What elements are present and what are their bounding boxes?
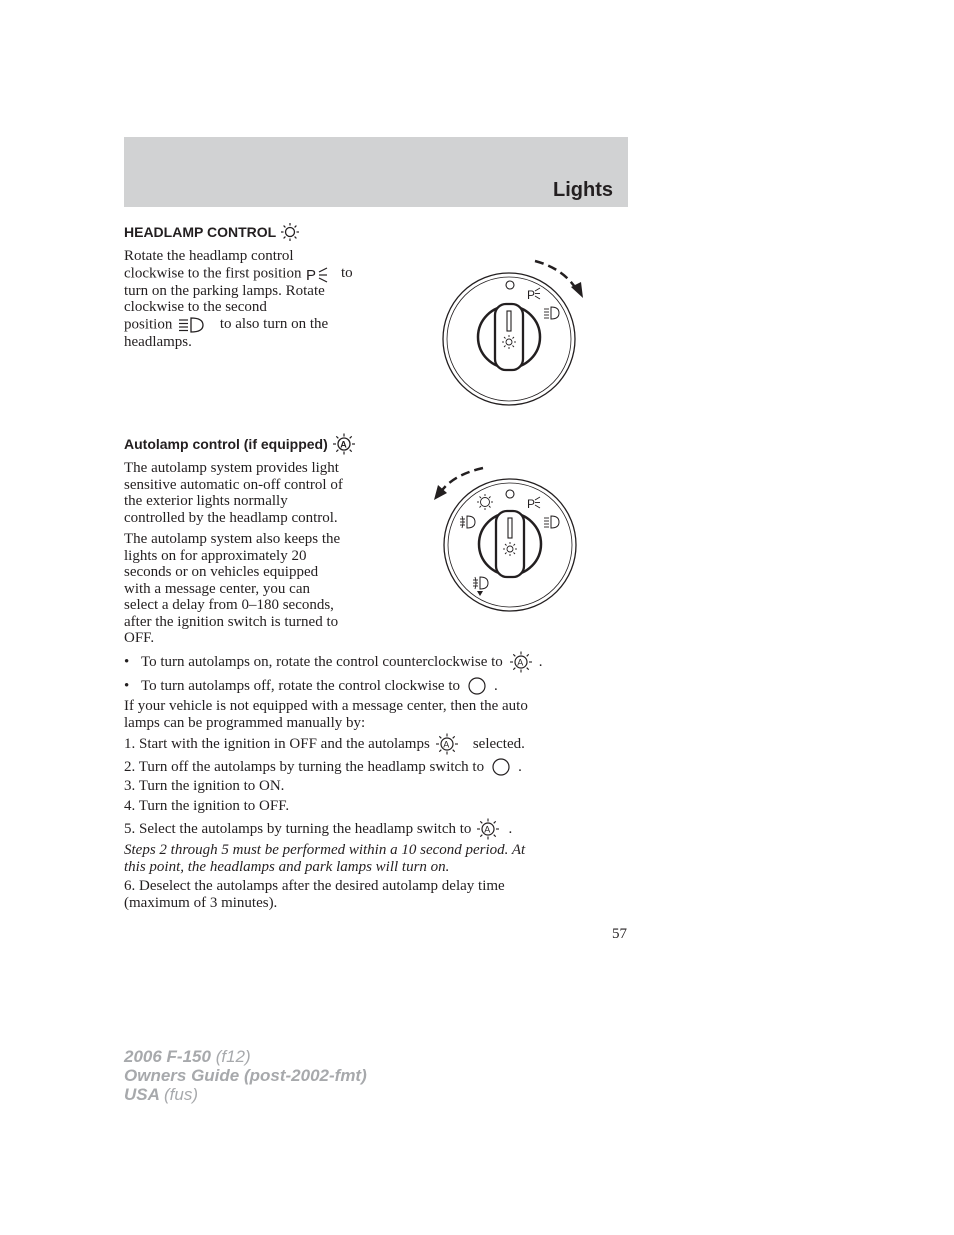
text-span: To turn autolamps on, rotate the control counterclockwise to [141, 653, 503, 670]
step-5 [124, 818, 512, 840]
text-line: seconds or on vehicles equipped [124, 564, 319, 580]
text-line: select a delay from 0–180 seconds, [124, 597, 334, 613]
autolamp-letter: A [340, 439, 347, 450]
text-line: with a message center, you can [124, 580, 310, 597]
footer-line [124, 1085, 367, 1104]
text-line: clockwise to the second [124, 299, 267, 315]
manual-intro-paragraph [124, 698, 628, 731]
text-line: (maximum of 3 minutes). [124, 894, 278, 911]
header-band [124, 137, 628, 207]
parking-position-letter: P [527, 497, 536, 511]
text-span: . [494, 677, 498, 694]
footer [124, 1047, 367, 1104]
headlamp-control-heading [124, 222, 300, 242]
off-position-icon [506, 281, 514, 289]
parking-lamp-letter: P [306, 266, 317, 283]
text-line: after the ignition switch is turned to [124, 613, 339, 630]
list-item [124, 676, 498, 696]
parking-position-icon [527, 288, 540, 302]
counterclockwise-arrow-icon [434, 468, 483, 500]
footer-code: (f12) [215, 1047, 251, 1066]
headlamp-position-icon [544, 307, 559, 319]
footer-line [124, 1047, 367, 1066]
text-span: 5. Select the autolamps by turning the headlamp switch to [124, 820, 472, 837]
text-span: . [508, 820, 513, 837]
page-number: 57 [612, 926, 627, 942]
autolamp-letter: A [517, 657, 524, 668]
text-line: controlled by the headlamp control. [124, 509, 338, 526]
step-4 [124, 798, 289, 815]
rear-fog-lamp-icon [473, 577, 488, 596]
autolamp-letter: A [443, 739, 450, 750]
headlamp-icon [176, 316, 206, 334]
text-line: The autolamp system also keeps the [124, 531, 341, 547]
clockwise-arrow-icon [535, 261, 583, 298]
text-span: 2. Turn off the autolamps by turning the headlamp switch to [124, 758, 485, 775]
text-span: 3. Turn the ignition to ON. [124, 778, 285, 794]
autolamp-icon [435, 733, 459, 755]
heading-text: Autolamp control (if equipped) [124, 436, 328, 452]
off-circle-icon [490, 757, 512, 777]
autolamp-paragraph-2 [124, 531, 394, 647]
bullet-dot: • [124, 653, 130, 670]
timing-note [124, 842, 628, 875]
footer-model: 2006 F-150 [124, 1047, 211, 1066]
footer-market: USA [124, 1085, 160, 1104]
text-line: The autolamp system provides light [124, 460, 339, 476]
text-span: 4. Turn the ignition to OFF. [124, 798, 290, 814]
text-span: to also turn on the [219, 315, 329, 332]
text-line: Rotate the headlamp control [124, 248, 294, 264]
step-2 [124, 757, 522, 777]
text-line: lights on for approximately 20 [124, 547, 307, 564]
text-line: this point, the headlamps and park lamps will turn on. [124, 858, 450, 875]
text-span: 1. Start with the ignition in OFF and the autolamps [124, 735, 430, 752]
text-line: Steps 2 through 5 must be performed within a 10 second period. At [124, 842, 526, 858]
headlamp-sun-icon [280, 222, 300, 242]
text-line: turn on the parking lamps. Rotate [124, 282, 325, 299]
autolamp-icon [509, 651, 533, 673]
off-position-icon [506, 490, 514, 498]
page-title: Lights [553, 179, 613, 201]
text-line: OFF. [124, 630, 155, 646]
parking-position-icon [527, 497, 540, 511]
text-line [124, 316, 394, 334]
text-line: the exterior lights normally [124, 493, 288, 509]
autolamp-icon [332, 433, 356, 455]
text-line: 6. Deselect the autolamps after the desired autolamp delay time [124, 878, 505, 894]
front-fog-lamp-icon [460, 516, 475, 528]
step-1 [124, 733, 525, 755]
text-line: headlamps. [124, 333, 192, 350]
footer-guide: Owners Guide (post-2002-fmt) [124, 1066, 367, 1085]
text-span: to [340, 264, 353, 281]
text-span: selected. [472, 735, 525, 752]
text-span: . [518, 758, 522, 775]
text-span: To turn autolamps off, rotate the control clockwise to [141, 677, 461, 694]
text-line: lamps can be programmed manually by: [124, 714, 366, 731]
text-span: clockwise to the first position [124, 264, 302, 281]
parking-lamp-icon [305, 265, 331, 283]
headlamp-switch-diagram [440, 254, 590, 409]
autolamp-paragraph-1 [124, 460, 394, 526]
text-line: sensitive automatic on-off control of [124, 476, 343, 493]
parking-position-letter: P [527, 288, 536, 302]
autolamp-control-heading [124, 433, 356, 455]
autolamp-letter: A [484, 824, 491, 835]
autolamp-switch-diagram [430, 463, 590, 618]
heading-text: HEADLAMP CONTROL [124, 224, 277, 240]
step-6 [124, 878, 628, 911]
text-span: position [124, 315, 173, 332]
footer-line [124, 1066, 367, 1085]
autolamp-icon [476, 818, 500, 840]
text-line: If your vehicle is not equipped with a message center, then the auto [124, 698, 528, 714]
bullet-dot: • [124, 677, 130, 694]
step-3 [124, 778, 284, 795]
headlamp-paragraph [124, 248, 394, 350]
off-circle-icon [466, 676, 488, 696]
footer-market-code: (fus) [164, 1085, 198, 1104]
auto-position-icon [477, 494, 493, 510]
headlamp-position-icon [544, 516, 559, 528]
list-item [124, 651, 543, 673]
text-line [124, 265, 394, 283]
text-span: . [538, 653, 543, 670]
